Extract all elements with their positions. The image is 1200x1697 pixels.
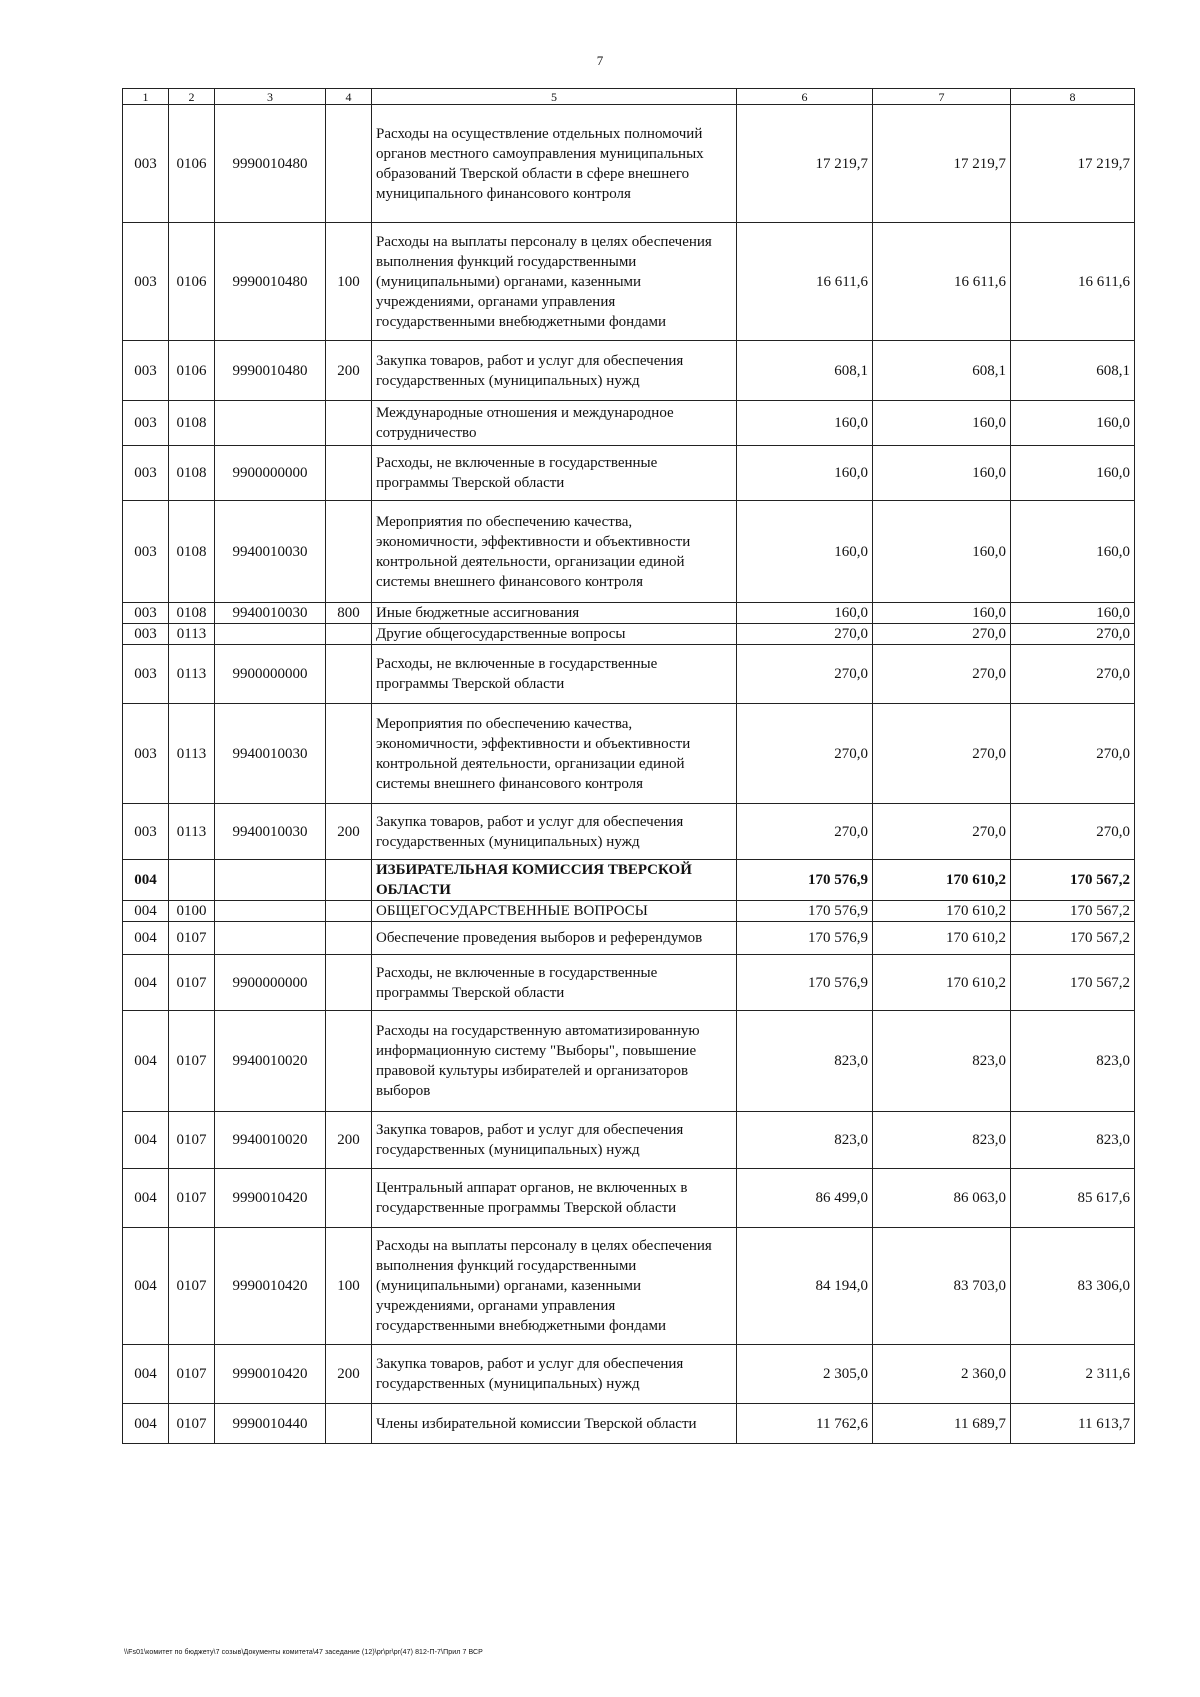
cell-description: Расходы на выплаты персоналу в целях обеспечения выполнения функций государственными (муниципальными) органами, казенными учреждениями, органами управления государственными внебюджетными фондами <box>372 1228 737 1345</box>
cell-grbs: 004 <box>123 1228 169 1345</box>
table-row <box>123 1011 1135 1112</box>
table-row <box>123 1345 1135 1404</box>
table-row <box>123 922 1135 955</box>
cell-grbs: 004 <box>123 1345 169 1404</box>
cell-expense-type <box>326 401 372 446</box>
cell-section: 0106 <box>169 105 215 223</box>
cell-expense-type <box>326 501 372 603</box>
cell-section: 0113 <box>169 624 215 645</box>
budget-table <box>122 88 1135 1444</box>
cell-description: Центральный аппарат органов, не включенных в государственные программы Тверской области <box>372 1169 737 1228</box>
cell-target-article: 9990010420 <box>215 1228 326 1345</box>
cell-amount-col8: 170 567,2 <box>1011 901 1135 922</box>
file-path-footer: \\Fs01\комитет по бюджету\7 созыв\Документы комитета\47 заседание (12)\pr\pr\pr(47) 812-П-7\Прил 7 ВСР <box>124 1649 483 1656</box>
table-row <box>123 901 1135 922</box>
cell-amount-col8: 11 613,7 <box>1011 1404 1135 1444</box>
cell-grbs: 003 <box>123 223 169 341</box>
cell-expense-type <box>326 1169 372 1228</box>
cell-description: Мероприятия по обеспечению качества, экономичности, эффективности и объективности контрольной деятельности, организации единой системы внешнего финансового контроля <box>372 501 737 603</box>
cell-description: Закупка товаров, работ и услуг для обеспечения государственных (муниципальных) нужд <box>372 1345 737 1404</box>
cell-amount-col6: 17 219,7 <box>737 105 873 223</box>
cell-amount-col7: 270,0 <box>873 645 1011 704</box>
cell-amount-col8: 160,0 <box>1011 401 1135 446</box>
cell-amount-col6: 270,0 <box>737 804 873 860</box>
cell-amount-col8: 170 567,2 <box>1011 922 1135 955</box>
cell-description: Расходы на осуществление отдельных полномочий органов местного самоуправления муниципальных образований Тверской области в сфере внешнего муниципального финансового контроля <box>372 105 737 223</box>
cell-amount-col8: 823,0 <box>1011 1011 1135 1112</box>
cell-expense-type <box>326 922 372 955</box>
cell-expense-type <box>326 645 372 704</box>
cell-target-article: 9990010440 <box>215 1404 326 1444</box>
cell-section: 0108 <box>169 501 215 603</box>
cell-amount-col7: 270,0 <box>873 704 1011 804</box>
cell-amount-col7: 160,0 <box>873 501 1011 603</box>
table-row <box>123 1404 1135 1444</box>
header-row <box>123 89 1135 105</box>
cell-amount-col8: 83 306,0 <box>1011 1228 1135 1345</box>
cell-amount-col8: 170 567,2 <box>1011 860 1135 901</box>
cell-section: 0107 <box>169 1112 215 1169</box>
cell-expense-type: 200 <box>326 804 372 860</box>
cell-amount-col7: 608,1 <box>873 341 1011 401</box>
cell-amount-col8: 270,0 <box>1011 804 1135 860</box>
cell-target-article: 9940010030 <box>215 501 326 603</box>
column-header-6: 6 <box>737 89 873 105</box>
column-header-5: 5 <box>372 89 737 105</box>
cell-section: 0107 <box>169 1228 215 1345</box>
cell-amount-col6: 170 576,9 <box>737 922 873 955</box>
cell-expense-type: 100 <box>326 223 372 341</box>
cell-target-article <box>215 922 326 955</box>
cell-amount-col6: 823,0 <box>737 1011 873 1112</box>
cell-amount-col7: 270,0 <box>873 804 1011 860</box>
column-header-3: 3 <box>215 89 326 105</box>
cell-section: 0108 <box>169 401 215 446</box>
cell-grbs: 004 <box>123 901 169 922</box>
cell-grbs: 004 <box>123 955 169 1011</box>
cell-target-article <box>215 401 326 446</box>
table-row <box>123 603 1135 624</box>
cell-section: 0106 <box>169 341 215 401</box>
table-row <box>123 401 1135 446</box>
cell-amount-col8: 270,0 <box>1011 624 1135 645</box>
cell-amount-col6: 270,0 <box>737 624 873 645</box>
cell-section: 0107 <box>169 1404 215 1444</box>
cell-grbs: 003 <box>123 645 169 704</box>
cell-section: 0113 <box>169 804 215 860</box>
cell-amount-col8: 170 567,2 <box>1011 955 1135 1011</box>
cell-description: Международные отношения и международное сотрудничество <box>372 401 737 446</box>
cell-expense-type <box>326 1011 372 1112</box>
cell-amount-col6: 160,0 <box>737 501 873 603</box>
cell-grbs: 004 <box>123 1169 169 1228</box>
cell-description: Расходы на выплаты персоналу в целях обеспечения выполнения функций государственными (муниципальными) органами, казенными учреждениями, органами управления государственными внебюджетными фондами <box>372 223 737 341</box>
table-row <box>123 704 1135 804</box>
cell-target-article: 9940010020 <box>215 1011 326 1112</box>
cell-expense-type: 200 <box>326 341 372 401</box>
cell-amount-col7: 823,0 <box>873 1112 1011 1169</box>
cell-amount-col6: 270,0 <box>737 704 873 804</box>
cell-expense-type: 200 <box>326 1112 372 1169</box>
cell-section: 0108 <box>169 446 215 501</box>
cell-description: Закупка товаров, работ и услуг для обеспечения государственных (муниципальных) нужд <box>372 804 737 860</box>
cell-description: Иные бюджетные ассигнования <box>372 603 737 624</box>
cell-amount-col7: 2 360,0 <box>873 1345 1011 1404</box>
cell-description: Расходы, не включенные в государственные программы Тверской области <box>372 955 737 1011</box>
cell-section: 0100 <box>169 901 215 922</box>
column-header-1: 1 <box>123 89 169 105</box>
cell-amount-col6: 270,0 <box>737 645 873 704</box>
cell-target-article: 9990010480 <box>215 105 326 223</box>
table-row <box>123 1112 1135 1169</box>
cell-target-article <box>215 901 326 922</box>
cell-amount-col7: 823,0 <box>873 1011 1011 1112</box>
cell-description: Закупка товаров, работ и услуг для обеспечения государственных (муниципальных) нужд <box>372 341 737 401</box>
cell-expense-type <box>326 1404 372 1444</box>
cell-grbs: 004 <box>123 922 169 955</box>
cell-section: 0107 <box>169 922 215 955</box>
cell-amount-col6: 11 762,6 <box>737 1404 873 1444</box>
cell-amount-col6: 823,0 <box>737 1112 873 1169</box>
cell-description: Члены избирательной комиссии Тверской области <box>372 1404 737 1444</box>
cell-target-article: 9900000000 <box>215 955 326 1011</box>
table-body <box>123 105 1135 1444</box>
cell-amount-col7: 160,0 <box>873 401 1011 446</box>
table-row <box>123 645 1135 704</box>
cell-amount-col8: 160,0 <box>1011 501 1135 603</box>
cell-amount-col7: 86 063,0 <box>873 1169 1011 1228</box>
cell-description: Обеспечение проведения выборов и референдумов <box>372 922 737 955</box>
cell-target-article: 9940010030 <box>215 603 326 624</box>
cell-amount-col6: 2 305,0 <box>737 1345 873 1404</box>
cell-amount-col8: 16 611,6 <box>1011 223 1135 341</box>
cell-description: ИЗБИРАТЕЛЬНАЯ КОМИССИЯ ТВЕРСКОЙ ОБЛАСТИ <box>372 860 737 901</box>
cell-amount-col7: 16 611,6 <box>873 223 1011 341</box>
table-header <box>123 89 1135 105</box>
cell-target-article: 9900000000 <box>215 446 326 501</box>
cell-amount-col8: 270,0 <box>1011 645 1135 704</box>
cell-amount-col6: 86 499,0 <box>737 1169 873 1228</box>
cell-expense-type <box>326 860 372 901</box>
cell-grbs: 004 <box>123 1404 169 1444</box>
cell-target-article: 9900000000 <box>215 645 326 704</box>
cell-amount-col6: 170 576,9 <box>737 860 873 901</box>
column-header-7: 7 <box>873 89 1011 105</box>
cell-grbs: 003 <box>123 804 169 860</box>
table-row <box>123 955 1135 1011</box>
cell-amount-col6: 170 576,9 <box>737 901 873 922</box>
cell-expense-type <box>326 901 372 922</box>
cell-grbs: 004 <box>123 860 169 901</box>
cell-target-article: 9940010030 <box>215 704 326 804</box>
cell-amount-col7: 170 610,2 <box>873 901 1011 922</box>
table-row <box>123 1228 1135 1345</box>
cell-amount-col8: 85 617,6 <box>1011 1169 1135 1228</box>
cell-target-article <box>215 624 326 645</box>
cell-expense-type <box>326 105 372 223</box>
cell-grbs: 003 <box>123 704 169 804</box>
cell-amount-col7: 170 610,2 <box>873 922 1011 955</box>
cell-grbs: 003 <box>123 446 169 501</box>
cell-description: Закупка товаров, работ и услуг для обеспечения государственных (муниципальных) нужд <box>372 1112 737 1169</box>
column-header-4: 4 <box>326 89 372 105</box>
cell-amount-col6: 160,0 <box>737 446 873 501</box>
cell-description: Расходы на государственную автоматизированную информационную систему "Выборы", повышение правовой культуры избирателей и организаторов выборов <box>372 1011 737 1112</box>
cell-description: Расходы, не включенные в государственные программы Тверской области <box>372 645 737 704</box>
table-row <box>123 501 1135 603</box>
cell-grbs: 003 <box>123 341 169 401</box>
cell-grbs: 003 <box>123 401 169 446</box>
cell-grbs: 003 <box>123 603 169 624</box>
cell-amount-col6: 160,0 <box>737 603 873 624</box>
cell-amount-col8: 823,0 <box>1011 1112 1135 1169</box>
cell-section: 0107 <box>169 1011 215 1112</box>
cell-amount-col6: 608,1 <box>737 341 873 401</box>
cell-expense-type <box>326 624 372 645</box>
cell-expense-type: 100 <box>326 1228 372 1345</box>
cell-amount-col6: 170 576,9 <box>737 955 873 1011</box>
cell-section: 0107 <box>169 1345 215 1404</box>
table-row <box>123 446 1135 501</box>
cell-grbs: 003 <box>123 105 169 223</box>
cell-amount-col8: 2 311,6 <box>1011 1345 1135 1404</box>
cell-target-article: 9990010420 <box>215 1345 326 1404</box>
cell-target-article: 9940010030 <box>215 804 326 860</box>
cell-section: 0113 <box>169 645 215 704</box>
cell-grbs: 004 <box>123 1011 169 1112</box>
cell-amount-col8: 17 219,7 <box>1011 105 1135 223</box>
cell-section: 0107 <box>169 955 215 1011</box>
table-row <box>123 223 1135 341</box>
cell-amount-col7: 17 219,7 <box>873 105 1011 223</box>
cell-target-article <box>215 860 326 901</box>
cell-expense-type <box>326 955 372 1011</box>
table-row <box>123 804 1135 860</box>
column-header-8: 8 <box>1011 89 1135 105</box>
cell-section: 0108 <box>169 603 215 624</box>
cell-grbs: 003 <box>123 624 169 645</box>
table-row <box>123 105 1135 223</box>
cell-expense-type <box>326 446 372 501</box>
cell-amount-col7: 83 703,0 <box>873 1228 1011 1345</box>
cell-amount-col8: 270,0 <box>1011 704 1135 804</box>
cell-target-article: 9990010480 <box>215 223 326 341</box>
cell-section: 0107 <box>169 1169 215 1228</box>
cell-description: ОБЩЕГОСУДАРСТВЕННЫЕ ВОПРОСЫ <box>372 901 737 922</box>
table-row <box>123 341 1135 401</box>
cell-grbs: 003 <box>123 501 169 603</box>
cell-grbs: 004 <box>123 1112 169 1169</box>
cell-description: Расходы, не включенные в государственные программы Тверской области <box>372 446 737 501</box>
cell-expense-type <box>326 704 372 804</box>
cell-section <box>169 860 215 901</box>
cell-expense-type: 200 <box>326 1345 372 1404</box>
table-row <box>123 1169 1135 1228</box>
cell-amount-col7: 170 610,2 <box>873 955 1011 1011</box>
cell-amount-col6: 84 194,0 <box>737 1228 873 1345</box>
cell-amount-col8: 160,0 <box>1011 446 1135 501</box>
cell-target-article: 9940010020 <box>215 1112 326 1169</box>
cell-section: 0106 <box>169 223 215 341</box>
column-header-2: 2 <box>169 89 215 105</box>
cell-section: 0113 <box>169 704 215 804</box>
cell-target-article: 9990010480 <box>215 341 326 401</box>
cell-expense-type: 800 <box>326 603 372 624</box>
cell-amount-col7: 270,0 <box>873 624 1011 645</box>
cell-amount-col6: 16 611,6 <box>737 223 873 341</box>
cell-description: Мероприятия по обеспечению качества, экономичности, эффективности и объективности контрольной деятельности, организации единой системы внешнего финансового контроля <box>372 704 737 804</box>
cell-description: Другие общегосударственные вопросы <box>372 624 737 645</box>
cell-amount-col7: 170 610,2 <box>873 860 1011 901</box>
cell-amount-col7: 160,0 <box>873 446 1011 501</box>
page-number: 7 <box>596 53 604 68</box>
cell-amount-col8: 608,1 <box>1011 341 1135 401</box>
table-row <box>123 624 1135 645</box>
table-row <box>123 860 1135 901</box>
cell-amount-col6: 160,0 <box>737 401 873 446</box>
cell-target-article: 9990010420 <box>215 1169 326 1228</box>
cell-amount-col7: 11 689,7 <box>873 1404 1011 1444</box>
cell-amount-col7: 160,0 <box>873 603 1011 624</box>
cell-amount-col8: 160,0 <box>1011 603 1135 624</box>
